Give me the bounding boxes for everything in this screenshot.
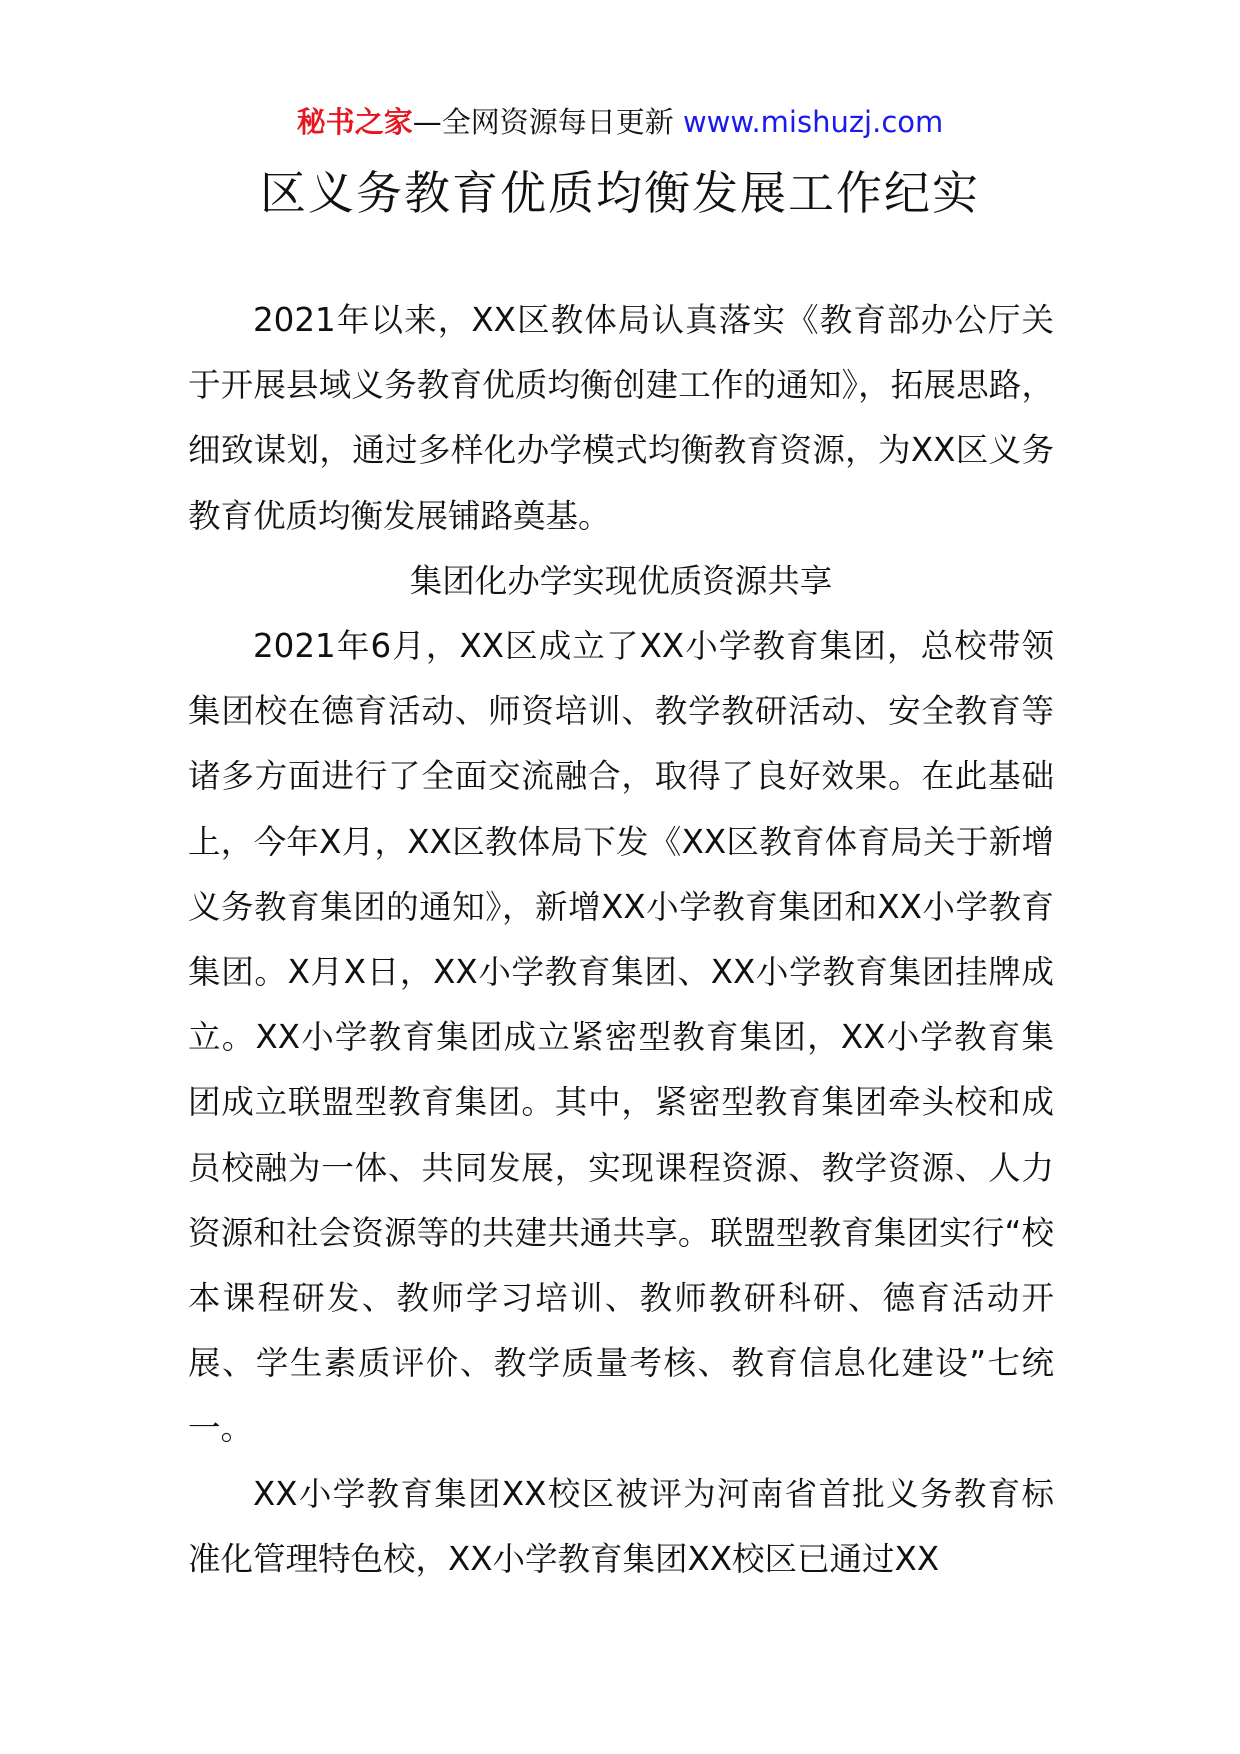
site-url-link[interactable]: www.mishuzj.com <box>682 105 944 139</box>
brand-name: 秘书之家 <box>296 105 413 139</box>
body-paragraph: XX小学教育集团XX校区被评为河南省首批义务教育标准化管理特色校，XX小学教育集团XX校区已通过XX <box>188 1474 1054 1578</box>
section-heading: 集团化办学实现优质资源共享 <box>409 561 833 600</box>
body-paragraph: 2021年6月，XX区成立了XX小学教育集团，总校带领集团校在德育活动、师资培训、教学教研活动、安全教育等诸多方面进行了全面交流融合，取得了良好效果。在此基础上，今年X月，XX区教体局下发《XX区教育体育局关于新增义务教育集团的通知》，新增XX小学教育集团和XX小学教育集团。X月X日，XX小学教育集团、XX小学教育集团挂牌成立。XX小学教育集团成立紧密型教育集团，XX小学教育集团成立联盟型教育集团。其中，紧密型教育集团牵头校和成员校融为一体、共同发展，实现课程资源、教学资源、人力资源和社会资源等的共建共通共享。联盟型教育集团实行“校本课程研发、教师学习培训、教师教研科研、德育活动开展、学生素质评价、教学质量考核、教育信息化建设”七统一。 <box>188 627 1054 1448</box>
document-title: 区义务教育优质均衡发展工作纪实 <box>260 166 980 220</box>
header-slogan: —全网资源每日更新 <box>412 105 683 139</box>
document-body <box>188 288 1054 1592</box>
intro-paragraph: 2021年以来，XX区教体局认真落实《教育部办公厅关于开展县域义务教育优质均衡创建工作的通知》，拓展思路，细致谋划，通过多样化办学模式均衡教育资源，为XX区义务教育优质均衡发展铺路奠基。 <box>188 301 1054 535</box>
site-header <box>0 102 1240 142</box>
